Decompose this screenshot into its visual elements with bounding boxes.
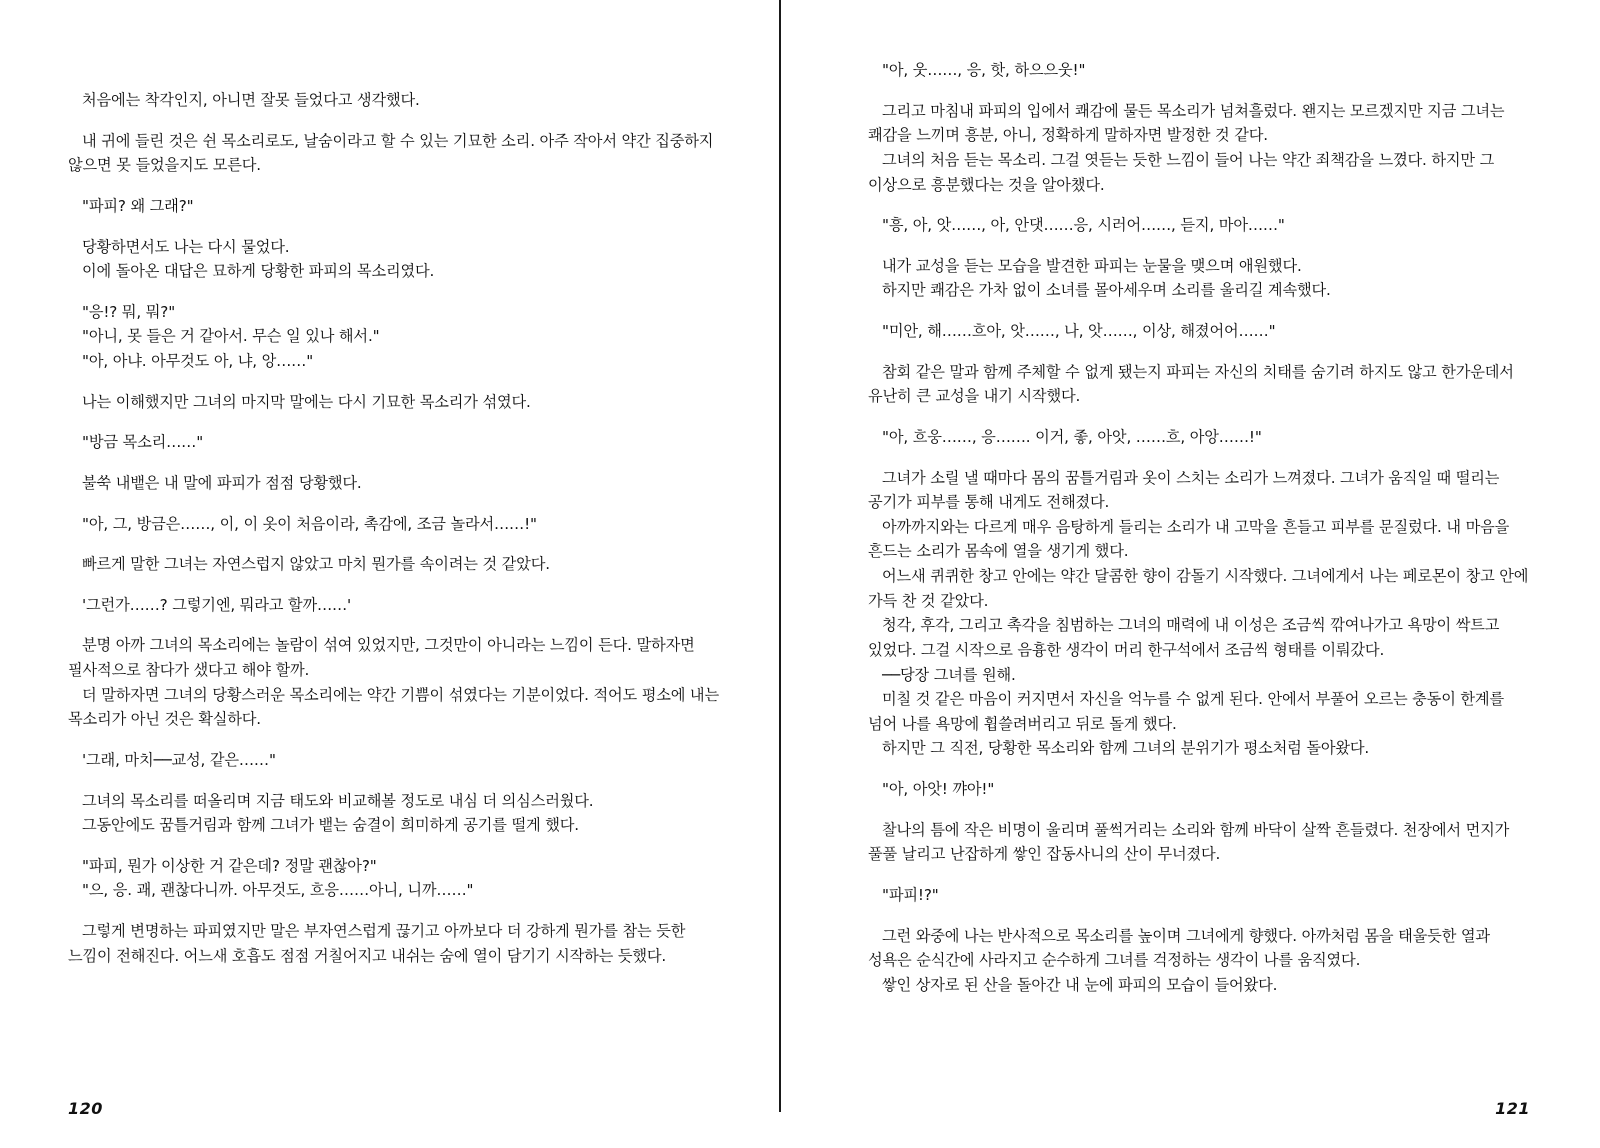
paragraph bbox=[68, 390, 730, 415]
text-line: 어느새 퀴퀴한 창고 안에는 약간 달콤한 향이 감돌기 시작했다. 그녀에게서 나는 페로몬이 창고 안에 가득 찬 것 같았다. bbox=[868, 567, 1529, 610]
paragraph-dialogue bbox=[868, 425, 1530, 450]
paragraph-dialogue bbox=[868, 58, 1530, 83]
paragraph bbox=[868, 564, 1530, 613]
text-line: 그녀의 처음 듣는 목소리. 그걸 엿듣는 듯한 느낌이 들어 나는 약간 죄책감을 느꼈다. 하지만 그 이상으로 흥분했다는 것을 알아챘다. bbox=[868, 150, 1495, 194]
text-line: '그런가……? 그렇기엔, 뭐라고 할까……' bbox=[82, 595, 352, 614]
left-page-body bbox=[68, 88, 730, 968]
paragraph bbox=[868, 613, 1530, 662]
paragraph bbox=[68, 919, 730, 968]
paragraph bbox=[68, 633, 730, 682]
paragraph-dialogue bbox=[868, 213, 1530, 238]
text-line: "아, 그, 방금은……, 이, 이 옷이 처음이라, 촉감에, 조금 놀라서……!" bbox=[82, 514, 537, 533]
text-line: 청각, 후각, 그리고 촉각을 침범하는 그녀의 매력에 내 이성은 조금씩 깎여나가고 욕망이 싹트고 있었다. 그걸 시작으로 음흉한 생각이 머리 한구석에서 조금씩 형태를 이뤄갔다. bbox=[868, 616, 1500, 659]
text-line: "방금 목소리……" bbox=[82, 433, 204, 452]
paragraph-dialogue bbox=[68, 300, 730, 374]
text-line: "미안, 해……흐아, 앗……, 나, 앗……, 이상, 해졌어어……" bbox=[882, 322, 1276, 340]
paragraph-thought bbox=[68, 593, 730, 618]
text-line: 당황하면서도 나는 다시 물었다. bbox=[82, 237, 290, 256]
paragraph-dialogue bbox=[868, 319, 1530, 344]
paragraph bbox=[868, 924, 1530, 973]
paragraph bbox=[868, 278, 1530, 303]
text-line: "파피!?" bbox=[882, 885, 939, 904]
paragraph bbox=[868, 466, 1530, 515]
paragraph bbox=[868, 99, 1530, 148]
text-line: 나는 이해했지만 그녀의 마지막 말에는 다시 기묘한 목소리가 섞였다. bbox=[82, 392, 531, 411]
text-line: 분명 아까 그녀의 목소리에는 놀람이 섞여 있었지만, 그것만이 아니라는 느낌이 든다. 말하자면 필사적으로 참다가 샜다고 해야 할까. bbox=[68, 636, 695, 679]
text-line: "파피, 뭔가 이상한 거 같은데? 정말 괜찮아?" bbox=[82, 856, 377, 875]
paragraph-thought bbox=[68, 748, 730, 773]
text-line: 그녀의 목소리를 떠올리며 지금 태도와 비교해볼 정도로 내심 더 의심스러웠다. bbox=[82, 791, 594, 810]
text-line: 그렇게 변명하는 파피였지만 말은 부자연스럽게 끊기고 아까보다 더 강하게 뭔가를 참는 듯한 느낌이 전해진다. 어느새 호흡도 점점 거칠어지고 내쉬는 숨에 열이 담기기 시작하는 듯했다. bbox=[68, 922, 686, 965]
paragraph bbox=[68, 471, 730, 496]
text-line: 하지만 쾌감은 가차 없이 소녀를 몰아세우며 소리를 울리길 계속했다. bbox=[882, 281, 1331, 300]
paragraph bbox=[868, 254, 1530, 279]
text-line: "아, 흐웅……, 응……. 이거, 좋, 아앗, ……흐, 아앙……!" bbox=[882, 427, 1262, 446]
paragraph-dialogue bbox=[868, 883, 1530, 908]
paragraph-dialogue bbox=[868, 777, 1530, 802]
right-page bbox=[800, 0, 1600, 1148]
text-line: 내 귀에 들린 것은 쉰 목소리로도, 날숨이라고 할 수 있는 기묘한 소리. 아주 작아서 약간 집중하지 않으면 못 들었을지도 모른다. bbox=[68, 131, 714, 175]
text-line: 그런 와중에 나는 반사적으로 목소리를 높이며 그녀에게 향했다. 아까처럼 몸을 태울듯한 열과 성욕은 순식간에 사라지고 순수하게 그녀를 걱정하는 생각이 나를 움직였다. bbox=[868, 926, 1490, 970]
paragraph-dialogue bbox=[68, 430, 730, 455]
text-line: "아니, 못 들은 거 같아서. 무슨 일 있나 해서." bbox=[82, 327, 380, 346]
paragraph bbox=[68, 235, 730, 284]
paragraph bbox=[868, 818, 1530, 867]
paragraph bbox=[868, 663, 1530, 688]
paragraph-dialogue bbox=[68, 194, 730, 219]
text-line: 불쑥 내뱉은 내 말에 파피가 점점 당황했다. bbox=[82, 473, 362, 492]
text-line: "파피? 왜 그래?" bbox=[82, 196, 194, 215]
paragraph bbox=[868, 973, 1530, 998]
text-line: "으, 응. 괘, 괜찮다니까. 아무것도, 흐응……아니, 니까……" bbox=[82, 881, 474, 900]
text-line: "흥, 아, 앗……, 아, 안댓……응, 시러어……, 듣지, 마아……" bbox=[882, 216, 1285, 235]
paragraph bbox=[868, 360, 1530, 409]
paragraph bbox=[68, 683, 730, 732]
text-line: 더 말하자면 그녀의 당황스러운 목소리에는 약간 기쁨이 섞였다는 기분이었다. 적어도 평소에 내는 목소리가 아닌 것은 확실하다. bbox=[68, 685, 719, 729]
text-line: 미칠 것 같은 마음이 커지면서 자신을 억누를 수 없게 된다. 안에서 부풀어 오르는 충동이 한계를 넘어 나를 욕망에 휩쓸려버리고 뒤로 돌게 했다. bbox=[868, 690, 1504, 733]
text-line: "아, 아앗! 꺄아!" bbox=[882, 780, 995, 798]
text-line: ──당장 그녀를 원해. bbox=[882, 665, 1016, 684]
page-number-left: 120 bbox=[68, 1099, 103, 1118]
text-line: "아, 웃……, 응, 핫, 하으으웃!" bbox=[882, 61, 1086, 79]
paragraph bbox=[868, 515, 1530, 564]
text-line: "아, 아냐. 아무것도 아, 냐, 앙……" bbox=[82, 352, 314, 370]
text-line: "응!? 뭐, 뭐?" bbox=[82, 302, 176, 321]
paragraph bbox=[868, 148, 1530, 197]
text-line: 쌓인 상자로 된 산을 돌아간 내 눈에 파피의 모습이 들어왔다. bbox=[882, 975, 1278, 994]
text-line: 내가 교성을 듣는 모습을 발견한 파피는 눈물을 맺으며 애원했다. bbox=[882, 256, 1302, 275]
paragraph bbox=[68, 552, 730, 577]
text-line: 찰나의 틈에 작은 비명이 울리며 풀썩거리는 소리와 함께 바닥이 살짝 흔들렸다. 천장에서 먼지가 풀풀 날리고 난잡하게 쌓인 잡동사니의 산이 무너졌다. bbox=[868, 820, 1510, 864]
text-line: 이에 돌아온 대답은 묘하게 당황한 파피의 목소리였다. bbox=[82, 262, 435, 281]
text-line: 하지만 그 직전, 당황한 목소리와 함께 그녀의 분위기가 평소처럼 돌아왔다. bbox=[882, 739, 1370, 758]
paragraph-dialogue bbox=[68, 854, 730, 903]
paragraph bbox=[68, 789, 730, 814]
text-line: 참회 같은 말과 함께 주체할 수 없게 됐는지 파피는 자신의 치태를 숨기려 하지도 않고 한가운데서 유난히 큰 교성을 내기 시작했다. bbox=[868, 362, 1514, 406]
paragraph bbox=[68, 129, 730, 178]
right-page-body bbox=[868, 58, 1530, 997]
text-line: 빠르게 말한 그녀는 자연스럽지 않았고 마치 뭔가를 속이려는 것 같았다. bbox=[82, 555, 550, 574]
text-line: 그리고 마침내 파피의 입에서 쾌감에 물든 목소리가 넘쳐흘렀다. 왠지는 모르겠지만 지금 그녀는 쾌감을 느끼며 흥분, 아니, 정확하게 말하자면 발정한 것 같다. bbox=[868, 101, 1505, 145]
text-line: 처음에는 착각인지, 아니면 잘못 들었다고 생각했다. bbox=[82, 91, 420, 109]
paragraph bbox=[68, 813, 730, 838]
page-number-right: 121 bbox=[1495, 1099, 1530, 1118]
text-line: 그동안에도 꿈틀거림과 함께 그녀가 뱉는 숨결이 희미하게 공기를 떨게 했다. bbox=[82, 816, 579, 835]
paragraph bbox=[868, 687, 1530, 736]
paragraph bbox=[68, 88, 730, 113]
paragraph-dialogue bbox=[68, 512, 730, 537]
text-line: 아까까지와는 다르게 매우 음탕하게 들리는 소리가 내 고막을 흔들고 피부를 문질렀다. 내 마음을 흔드는 소리가 몸속에 열을 생기게 했다. bbox=[868, 517, 1510, 561]
text-line: 그녀가 소릴 낼 때마다 몸의 꿈틀거림과 옷이 스치는 소리가 느껴졌다. 그녀가 움직일 때 떨리는 공기가 피부를 통해 내게도 전해졌다. bbox=[868, 468, 1500, 512]
paragraph bbox=[868, 736, 1530, 761]
text-line: '그래, 마치──교성, 같은……" bbox=[82, 750, 276, 769]
